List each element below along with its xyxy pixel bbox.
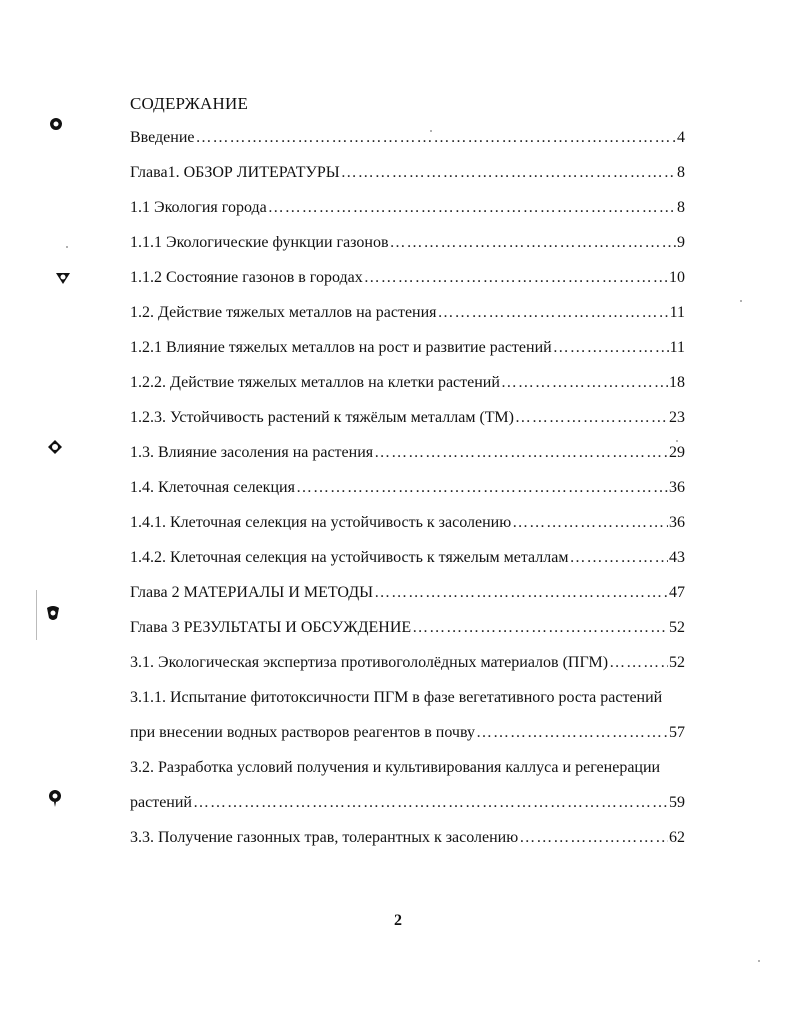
toc-page: 29 (669, 444, 685, 461)
toc-label: 1.4. Клеточная селекция (130, 479, 295, 496)
binder-hole-mark-2 (54, 270, 72, 286)
scan-speck (740, 300, 742, 302)
toc-label: 1.4.2. Клеточная селекция на устойчивость к тяжелым металлам (130, 549, 569, 566)
toc-leader (569, 546, 668, 570)
toc-entry[interactable] (130, 231, 685, 255)
toc-page: 23 (669, 409, 685, 426)
toc-leader (374, 581, 668, 605)
toc-entry[interactable] (130, 756, 685, 780)
toc-page: 43 (669, 549, 685, 566)
binder-hole-mark-4 (44, 604, 62, 622)
toc-entry[interactable] (130, 196, 685, 220)
toc-entry[interactable] (130, 651, 685, 675)
toc-page: 8 (677, 199, 685, 216)
binder-hole-mark-5 (46, 788, 64, 808)
toc-label: 1.2.3. Устойчивость растений к тяжёлым металлам (ТМ) (130, 409, 514, 426)
toc-leader (438, 301, 669, 325)
scan-speck (758, 960, 760, 962)
toc-entry[interactable] (130, 721, 685, 745)
toc-leader (412, 616, 668, 640)
toc-leader (515, 406, 668, 430)
toc-label: Введение (130, 129, 195, 146)
toc-leader (341, 161, 676, 185)
toc-leader (196, 126, 677, 150)
toc-label: 1.2.1 Влияние тяжелых металлов на рост и развитие растений (130, 339, 552, 356)
toc-entry[interactable] (130, 826, 685, 850)
binder-hole-mark-3 (46, 438, 64, 456)
scan-line (36, 590, 37, 640)
toc-label: 3.1.1. Испытание фитотоксичности ПГМ в фазе вегетативного роста растений (130, 689, 663, 706)
toc-leader (512, 511, 668, 535)
toc-leader (501, 371, 668, 395)
toc-entry[interactable] (130, 791, 685, 815)
toc-page: 62 (669, 829, 685, 846)
toc-page: 11 (669, 339, 685, 356)
toc-entry[interactable] (130, 686, 685, 710)
toc-entry[interactable] (130, 371, 685, 395)
toc-page: 36 (669, 514, 685, 531)
toc-entry[interactable] (130, 161, 685, 185)
binder-hole-mark-1 (48, 116, 64, 132)
toc-label: при внесении водных растворов реагентов в почву (130, 724, 475, 741)
toc-entry[interactable] (130, 616, 685, 640)
toc-leader (609, 651, 668, 675)
toc-entry[interactable] (130, 441, 685, 465)
toc-entry[interactable] (130, 406, 685, 430)
page-number: 2 (394, 912, 402, 929)
toc-page: 52 (669, 654, 685, 671)
toc-page: 9 (677, 234, 685, 251)
toc-label: Глава1. ОБЗОР ЛИТЕРАТУРЫ (130, 164, 340, 181)
toc-leader (374, 441, 668, 465)
toc-leader (476, 721, 668, 745)
toc-entry[interactable] (130, 546, 685, 570)
toc-leader (193, 791, 668, 815)
toc-label: 1.1.2 Состояние газонов в городах (130, 269, 363, 286)
toc-label: 1.4.1. Клеточная селекция на устойчивость к засолению (130, 514, 512, 531)
toc-page: 10 (669, 269, 685, 286)
toc-label: Глава 2 МАТЕРИАЛЫ И МЕТОДЫ (130, 584, 374, 601)
toc-leader (364, 266, 668, 290)
scan-speck (66, 246, 68, 248)
toc-page: 59 (669, 794, 685, 811)
toc-leader (296, 476, 668, 500)
toc-entry[interactable] (130, 511, 685, 535)
toc-page: 18 (669, 374, 685, 391)
toc-leader (390, 231, 676, 255)
toc-label: 1.2. Действие тяжелых металлов на растения (130, 304, 437, 321)
toc-page: 4 (677, 129, 685, 146)
toc-page: 57 (669, 724, 685, 741)
toc-entry[interactable] (130, 476, 685, 500)
toc-entry[interactable] (130, 301, 685, 325)
toc-label: Глава 3 РЕЗУЛЬТАТЫ И ОБСУЖДЕНИЕ (130, 619, 412, 636)
toc-label: 1.3. Влияние засоления на растения (130, 444, 374, 461)
toc-leader (553, 336, 669, 360)
toc-page: 36 (669, 479, 685, 496)
toc-label: 3.1. Экологическая экспертиза противогололёдных материалов (ПГМ) (130, 654, 609, 671)
toc-page: 47 (669, 584, 685, 601)
toc-label: 3.2. Разработка условий получения и культивирования каллуса и регенерации (130, 759, 661, 776)
toc-leader (268, 196, 676, 220)
toc-entry[interactable] (130, 581, 685, 605)
toc-label: растений (130, 794, 192, 811)
toc-label: 1.1 Экология города (130, 199, 267, 216)
page-title: СОДЕРЖАНИЕ (130, 94, 249, 113)
toc-leader (519, 826, 668, 850)
toc-label: 1.1.1 Экологические функции газонов (130, 234, 389, 251)
toc-entry[interactable] (130, 266, 685, 290)
toc-page: 8 (677, 164, 685, 181)
toc-entry[interactable] (130, 336, 685, 360)
toc-page: 11 (669, 304, 685, 321)
toc-label: 1.2.2. Действие тяжелых металлов на клетки растений (130, 374, 500, 391)
toc-entry[interactable] (130, 126, 685, 150)
toc-page: 52 (669, 619, 685, 636)
toc-label: 3.3. Получение газонных трав, толерантных к засолению (130, 829, 519, 846)
